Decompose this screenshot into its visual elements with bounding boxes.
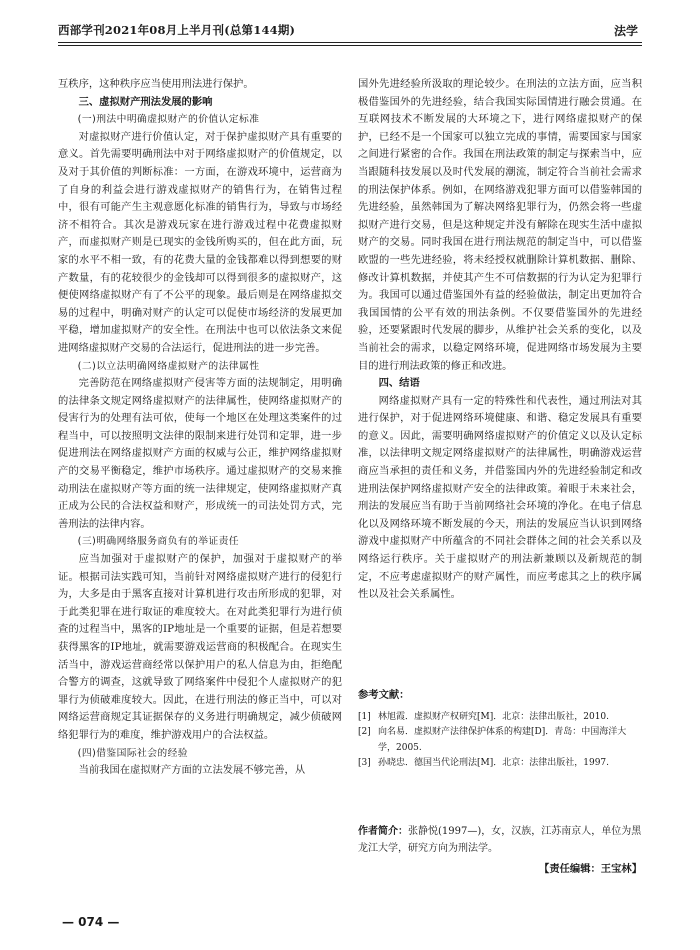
subsection-heading: (二)以立法明确网络虚拟财产的法律属性 bbox=[77, 360, 260, 372]
references-title: 参考文献： bbox=[358, 689, 410, 701]
right-column bbox=[358, 76, 642, 604]
reference-text: 向名易．虚拟财产法律保护体系的构建[D]．青岛：中国海洋大学，2005. bbox=[378, 727, 627, 753]
left-column bbox=[58, 76, 342, 780]
section-label: 法学 bbox=[613, 24, 638, 38]
reference-item bbox=[358, 710, 642, 726]
section-heading: 四、结语 bbox=[378, 377, 420, 390]
header-rule bbox=[58, 42, 642, 43]
body-paragraph: 应当加强对于虚拟财产的保护，加强对于虚拟财产的举证。根据司法实践可知，当前针对网络虚拟财产进行的侵犯行为，大多是由于黑客直接对计算机进行攻击所形成的犯罪，对于此类犯罪在进行取证的难度较大。在对此类犯罪行为进行侦查的过程当中，黑客的IP地址是一个重要的证据，但是若想要获得黑客的IP地址，就需要游戏运营商的积极配合。在现实生活当中，游戏运营商经常以保护用户的私人信息为由，拒绝配合警方的调查，这就导致了网络案件中侵犯个人虚拟财产的犯罪行为侦破难度较大。因此，在进行刑法的修正当中，可以对网络运营商规定其证据保存的义务进行明确规定，减少侦破网络犯罪行为的难度，维护游戏用户的合法权益。 bbox=[58, 553, 342, 741]
reference-list bbox=[358, 710, 642, 772]
reference-number: [1] bbox=[358, 711, 371, 722]
header-rule-thin bbox=[58, 45, 642, 46]
subsection-heading: (三)明确网络服务商负有的举证责任 bbox=[77, 536, 239, 548]
subsection-heading: (一)刑法中明确虚拟财产的价值认定标准 bbox=[77, 114, 260, 126]
page-header bbox=[58, 20, 642, 44]
author-label: 作者简介： bbox=[358, 826, 408, 837]
editor-note: 【责任编辑：王宝林】 bbox=[539, 863, 642, 875]
body-paragraph: 对虚拟财产进行价值认定，对于保护虚拟财产具有重要的意义。首先需要明确刑法中对于网络虚拟财产的价值规定，以及对于其价值的判断标准：一方面，在游戏环境中，运营商为了自身的利益会进行游戏虚拟财产的销售行为，在销售过程中，很有可能产生主观意愿化标准的销售行为，导致与市场经济不相符合。其次是游戏玩家在进行游戏过程中花费虚拟财产，而虚拟财产则是已现实的金钱所购买的，但在此方面，玩家的水平不相一致，有的花费大量的金钱都难以得到想要的财产数量，有的花较很少的金钱却可以得到很多的虚拟财产，这便使网络虚拟财产有了不公平的现象。最后则是在网络虚拟交易的过程中，明确对财产的认定可以促使市场经济的发展更加平稳，增加虚拟财产的安全性。在刑法中也可以依法条文来促进网络虚拟财产交易的合法运行，促进刑法的进一步完善。 bbox=[58, 130, 342, 354]
author-text: 张静悦(1997—)，女，汉族，江苏南京人，单位为黑龙江大学，研究方向为刑法学。 bbox=[358, 826, 642, 854]
page-number: — 074 — bbox=[62, 915, 120, 929]
body-paragraph: 国外先进经验所汲取的理论较少。在刑法的立法方面，应当积极借鉴国外的先进经验，结合我国实际国情进行融会贯通。在互联网技术不断发展的大环境之下，进行网络虚拟财产的保护，已经不是一个国家可以独立完成的事情，需要国家与国家之间进行紧密的合作。我国在刑法政策的制定与探索当中，应当跟随科技发展以及时代发展的潮流，制定符合当前社会需求的刑法保护体系。例如，在网络游戏犯罪方面可以借鉴韩国的先进经验，虽然韩国为了解决网络犯罪行为，仍然会将一些虚拟财产进行交易，但是这种规定并没有解除在现实生活中虚拟财产的交易。同时我国在进行刑法规范的制定当中，可以借鉴欧盟的一些先进经验，将未经授权就删除计算机数据、删除、修改计算机数据，并使其产生不可信数据的行为认定为犯罪行为。我国可以通过借鉴国外有益的经验做法，制定出更加符合我国国情的公平有效的刑法条例。不仅要借鉴国外的先进经验，还要紧跟时代发展的脚步，从维护社会关系的变化，以及当前社会的需求，以稳定网络环境，促进网络市场发展为主要目的进行刑法政策的修正和改进。 bbox=[358, 78, 642, 372]
journal-title: 西部学刊2021年08月上半月刊(总第144期) bbox=[58, 23, 296, 37]
reference-text: 孙晓忠．德国当代论刑法[M]．北京：法律出版社，1997. bbox=[378, 758, 610, 768]
reference-text: 林旭霞．虚拟财产权研究[M]．北京：法律出版社，2010. bbox=[378, 711, 610, 722]
subsection-heading: (四)借鉴国际社会的经验 bbox=[77, 747, 189, 759]
body-paragraph: 互秩序，这种秩序应当使用刑法进行保护。 bbox=[58, 78, 254, 90]
reference-number: [3] bbox=[358, 758, 371, 768]
body-paragraph: 网络虚拟财产具有一定的特殊性和代表性，通过刑法对其进行保护，对于促进网络环境健康、和谐、稳定发展具有重要的意义。因此，需要明确网络虚拟财产的价值定义以及认定标准，以法律明文规定网络虚拟财产的法律属性，明确游戏运营商应当承担的责任和义务，并借鉴国内外的先进经验制定和改进刑法保护网络虚拟财产安全的法律政策。着眼于未来社会，刑法的发展应当有助于当前网络社会环境的净化。在电子信息化以及网络环境不断发展的今天，刑法的发展应当认识到网络游戏中虚拟财产中所蕴含的不同社会群体之间的社会关系以及网络运行秩序。关于虚拟财产的刑法新兼顾以及新规范的制定，不应考虑虚拟财产的财产属性，而应考虑其之上的秩序属性以及社会关系属性。 bbox=[358, 394, 642, 601]
section-heading: 三、虚拟财产刑法发展的影响 bbox=[78, 95, 213, 108]
body-paragraph: 当前我国在虚拟财产方面的立法发展不够完善，从 bbox=[78, 764, 306, 777]
body-paragraph: 完善防范在网络虚拟财产侵害等方面的法规制定，用明确的法律条文规定网络虚拟财产的法律属性，使网络虚拟财产的侵害行为的处理有法可依，使每一个地区在处理这类案件的过程当中，可以按照明文法律的限制来进行处罚和定罪，进一步促进刑法在网络虚拟财产方面的权威与公正，维护网络虚拟财产的交易平衡稳定，维护市场秩序。通过虚拟财产的交易来推动刑法在虚拟财产等方面的统一法律规定，使网络虚拟财产真正成为公民的合法权益和财产，形成统一的司法处罚方式，完善刑法的法律内容。 bbox=[58, 377, 342, 530]
reference-number: [2] bbox=[358, 727, 371, 737]
reference-item bbox=[358, 725, 642, 756]
author-info bbox=[358, 823, 642, 857]
reference-item bbox=[358, 756, 642, 772]
references bbox=[358, 688, 642, 772]
